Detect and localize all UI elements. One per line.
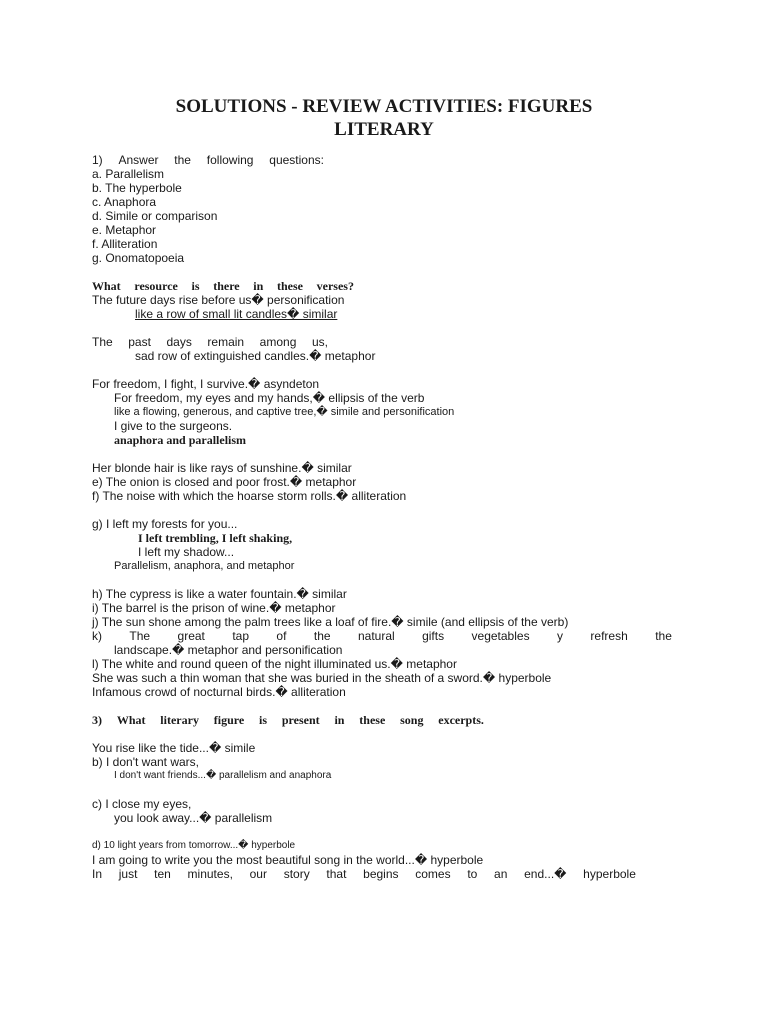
word: The	[92, 335, 113, 349]
word: comes	[415, 867, 451, 881]
word: vegetables	[471, 629, 530, 643]
word: days	[166, 335, 192, 349]
answer-item: c. Anaphora	[92, 195, 157, 209]
word: in	[334, 713, 345, 727]
verse-line: landscape.� metaphor and personification	[114, 643, 343, 657]
verse-line: I left trembling, I left shaking,	[138, 531, 293, 545]
verse-line: For freedom, my eyes and my hands,� ellipsis of the verb	[114, 391, 425, 405]
verse-line	[92, 629, 672, 643]
word: our	[249, 867, 267, 881]
answer-item: b. The hyperbole	[92, 181, 182, 195]
song-line: b) I don't want wars,	[92, 755, 200, 769]
word: the	[655, 629, 672, 643]
word: begins	[363, 867, 399, 881]
verse-line: I left my shadow...	[138, 545, 235, 559]
word: there	[213, 279, 240, 293]
verse-line: I give to the surgeons.	[114, 419, 233, 433]
verse-line: j) The sun shone among the palm trees like a loaf of fire.� simile (and ellipsis of the verb)	[92, 615, 569, 629]
word: tap	[232, 629, 249, 643]
verse-line: She was such a thin woman that she was buried in the sheath of a sword.� hyperbole	[92, 671, 552, 685]
word: gifts	[422, 629, 445, 643]
word: refresh	[590, 629, 628, 643]
answer-item: d. Simile or comparison	[92, 209, 218, 223]
word: an	[494, 867, 508, 881]
word: the	[313, 629, 331, 643]
verse-line: Parallelism, anaphora, and metaphor	[114, 560, 295, 572]
word: that	[326, 867, 347, 881]
word: past	[128, 335, 151, 349]
word: is	[259, 713, 268, 727]
answer-item: a. Parallelism	[92, 167, 165, 181]
verse-line: i) The barrel is the prison of wine.� metaphor	[92, 601, 336, 615]
word: among	[259, 335, 297, 349]
word: present	[281, 713, 320, 727]
word: ten	[154, 867, 171, 881]
section1-heading	[92, 153, 324, 167]
word: minutes,	[187, 867, 233, 881]
verse-line: l) The white and round queen of the night illuminated us.� metaphor	[92, 657, 457, 671]
word: following	[206, 153, 254, 167]
word: of	[276, 629, 287, 643]
word: in	[253, 279, 264, 293]
word: y	[557, 629, 563, 643]
word: literary	[160, 713, 199, 727]
song-line: d) 10 light years from tomorrow...� hyperbole	[92, 840, 296, 851]
word: to	[467, 867, 478, 881]
word: is	[191, 279, 200, 293]
song-line: You rise like the tide...� simile	[92, 741, 256, 755]
verse-line: g) I left my forests for you...	[92, 517, 238, 531]
word: these	[359, 713, 386, 727]
word: remain	[207, 335, 245, 349]
verse-line: h) The cypress is like a water fountain.� similar	[92, 587, 347, 601]
verse-line: like a row of small lit candles� similar	[135, 307, 338, 321]
word: just	[118, 867, 138, 881]
verse-line: anaphora and parallelism	[114, 433, 247, 447]
document-title-line-1: SOLUTIONS - REVIEW ACTIVITIES: FIGURES	[175, 96, 593, 117]
verse-line: The future days rise before us� personification	[92, 293, 345, 307]
word: questions:	[269, 153, 324, 167]
song-line	[92, 867, 636, 881]
document-title-line-2: LITERARY	[334, 119, 434, 140]
word: Answer	[118, 153, 159, 167]
section3-heading	[92, 713, 484, 727]
word: excerpts.	[438, 713, 484, 727]
word: verses?	[316, 279, 354, 293]
answer-item: g. Onomatopoeia	[92, 251, 185, 265]
word: natural	[357, 629, 395, 643]
word: k)	[92, 629, 102, 643]
word: the	[174, 153, 191, 167]
verse-line	[92, 335, 328, 349]
word: In	[92, 867, 103, 881]
song-line: c) I close my eyes,	[92, 797, 192, 811]
song-line: you look away...� parallelism	[114, 811, 273, 825]
word: song	[400, 713, 424, 727]
verse-line: f) The noise with which the hoarse storm rolls.� alliteration	[92, 489, 407, 503]
verse-line: e) The onion is closed and poor frost.� metaphor	[92, 475, 357, 489]
word: 3)	[92, 713, 102, 727]
song-line: I don't want friends...� parallelism and anaphora	[114, 770, 332, 781]
verse-line: like a flowing, generous, and captive tree,� simile and personification	[114, 406, 455, 418]
word: resource	[134, 279, 178, 293]
answer-item: f. Alliteration	[92, 237, 158, 251]
word: story	[283, 867, 310, 881]
section2-heading	[92, 279, 354, 293]
word: What	[92, 279, 121, 293]
word: these	[276, 279, 303, 293]
word: hyperbole	[583, 867, 636, 881]
word: 1)	[92, 153, 103, 167]
word: us,	[311, 335, 328, 349]
word: The	[129, 629, 151, 643]
word: What	[116, 713, 146, 727]
word: end...�	[524, 867, 567, 881]
answer-item: e. Metaphor	[92, 223, 157, 237]
verse-line: Infamous crowd of nocturnal birds.� alliteration	[92, 685, 346, 699]
verse-line: sad row of extinguished candles.� metaphor	[135, 349, 376, 363]
word: great	[177, 629, 205, 643]
song-line: I am going to write you the most beautiful song in the world...� hyperbole	[92, 853, 484, 867]
word: figure	[213, 713, 245, 727]
verse-line: Her blonde hair is like rays of sunshine.� similar	[92, 461, 352, 475]
verse-line: For freedom, I fight, I survive.� asyndeton	[92, 377, 320, 391]
